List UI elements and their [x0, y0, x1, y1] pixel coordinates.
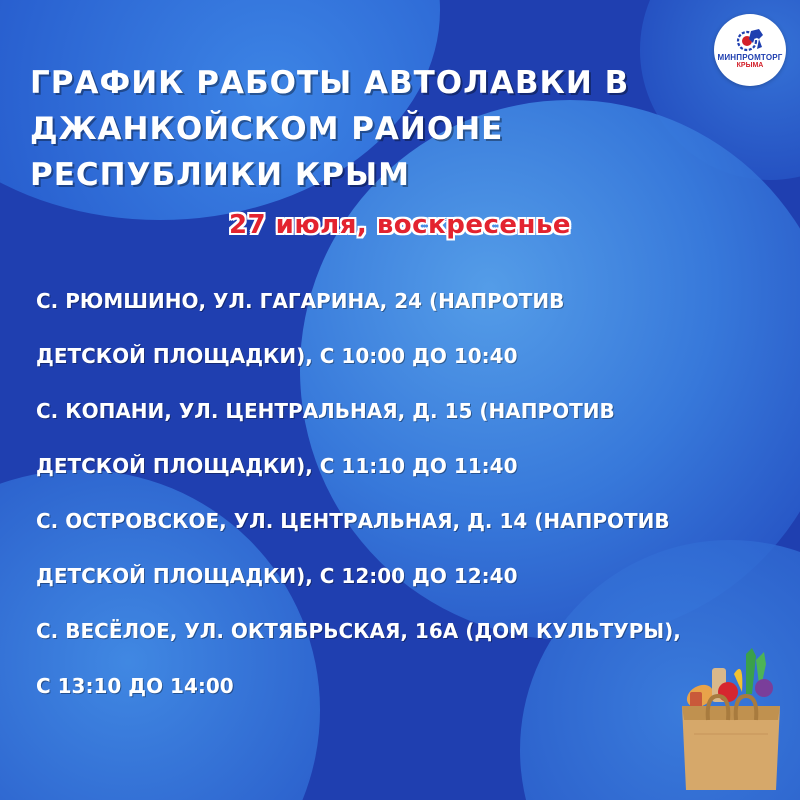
schedule-line: С. ВЕСЁЛОЕ, УЛ. ОКТЯБРЬСКАЯ, 16А (ДОМ КУЛЬТУРЫ), [36, 619, 681, 643]
schedule-list [36, 276, 766, 716]
logo-text-top: МИНПРОМТОРГ [717, 52, 783, 62]
page-title: ГРАФИК РАБОТЫ АВТОЛАВКИ В ДЖАНКОЙСКОМ РАЙОНЕ РЕСПУБЛИКИ КРЫМ [30, 65, 630, 193]
schedule-line: ДЕТСКОЙ ПЛОЩАДКИ), С 12:00 ДО 12:40 [36, 564, 518, 588]
schedule-line: С. ОСТРОВСКОЕ, УЛ. ЦЕНТРАЛЬНАЯ, Д. 14 (НАПРОТИВ [36, 509, 670, 533]
schedule-line: С. КОПАНИ, УЛ. ЦЕНТРАЛЬНАЯ, Д. 15 (НАПРОТИВ [36, 399, 615, 423]
schedule-line: С 13:10 ДО 14:00 [36, 674, 234, 698]
schedule-line: ДЕТСКОЙ ПЛОЩАДКИ), С 10:00 ДО 10:40 [36, 344, 518, 368]
grocery-bag-icon [672, 644, 790, 794]
schedule-line: ДЕТСКОЙ ПЛОЩАДКИ), С 11:10 ДО 11:40 [36, 454, 518, 478]
schedule-date: 27 июля, воскресенье [228, 210, 572, 240]
logo-text-bottom: КРЫМА [736, 61, 764, 69]
ministry-emblem-icon [735, 27, 765, 53]
schedule-line: С. РЮМШИНО, УЛ. ГАГАРИНА, 24 (НАПРОТИВ [36, 289, 565, 313]
